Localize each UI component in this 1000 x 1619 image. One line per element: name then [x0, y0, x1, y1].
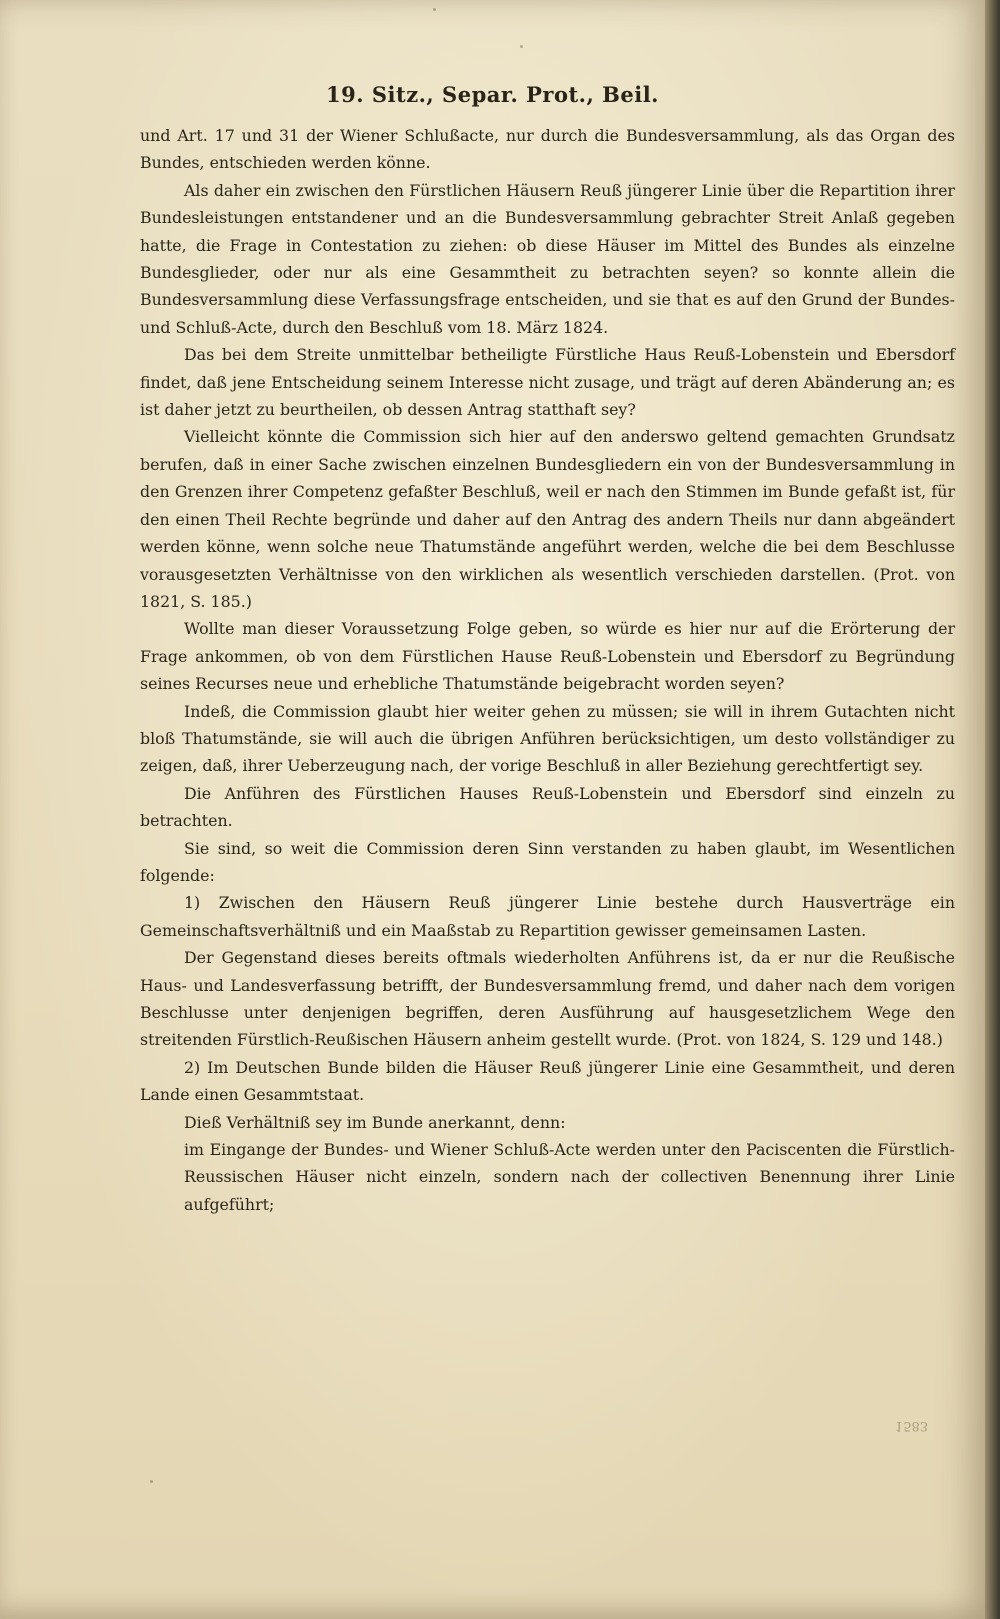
- paragraph-6: Indeß, die Commission glaubt hier weiter gehen zu müssen; sie will in ihrem Gutachten nicht bloß Thatumstände, sie will auch die übrigen Anführen berücksichtigen, um desto vollständiger zu zeigen, daß, ihrer Ueberzeugung nach, der vorige Beschluß in aller Beziehung gerechtfertigt sey.: [140, 701, 955, 776]
- paragraph-11: 2) Im Deutschen Bunde bilden die Häuser Reuß jüngerer Linie eine Gesammtheit, und deren Lande einen Gesammtstaat.: [140, 1057, 955, 1105]
- paragraph-8: Sie sind, so weit die Commission deren Sinn verstanden zu haben glaubt, im Wesentlichen folgende:: [140, 838, 955, 885]
- paragraph-7: Die Anführen des Fürstlichen Hauses Reuß-Lobenstein und Ebersdorf sind einzeln zu betrachten.: [140, 783, 955, 831]
- paragraph-4: Vielleicht könnte die Commission sich hier auf den anderswo geltend gemachten Grundsatz berufen, daß in einer Sache zwischen einzelnen Bundesgliedern ein von der Bundesversammlung in den Grenzen ihrer Competenz gefaßter Beschluß, weil er nach den Stimmen im Bunde gefaßt ist, für den einen Theil Rechte begründe und daher auf den Antrag des andern Theils nur dann abgeändert werden könne, wenn solche neue Thatumstände angeführt werden, welche die bei dem Beschlusse vorausgesetzten Verhältnisse von den wirklichen als wesentlich verschieden darstellen. (Prot. von 1821, S. 185.): [140, 427, 955, 611]
- paragraph-5: Wollte man dieser Voraussetzung Folge geben, so würde es hier nur auf die Erörterung der Frage ankommen, ob von dem Fürstlichen Hause Reuß-Lobenstein und Ebersdorf zu Begründung seines Recurses neue und erhebliche Thatumstände beigebracht worden seyen?: [140, 619, 955, 694]
- paper-speck: [433, 8, 436, 11]
- paragraph-2: Als daher ein zwischen den Fürstlichen Häusern Reuß jüngerer Linie über die Repartition ihrer Bundesleistungen entstandener und an die Bundesversammlung gebrachter Streit Anlaß gegeben hatte, die Frage in Contestation zu ziehen: ob diese Häuser im Mittel des Bundes als einzelne Bundesglieder, oder nur als eine Gesammtheit zu betrachten seyen? so konnte allein die Bundesversammlung diese Verfassungsfrage entscheiden, und sie that es auf den Grund der Bundes- und Schluß-Acte, durch den Beschluß vom 18. März 1824.: [140, 180, 955, 337]
- paper-speck: [150, 1480, 153, 1483]
- paragraph-9: 1) Zwischen den Häusern Reuß jüngerer Linie bestehe durch Hausverträge ein Gemeinschaftsverhältniß und ein Maaßstab zu Repartition gewisser gemeinsamen Lasten.: [140, 893, 955, 940]
- page-edge-shadow: [985, 0, 1000, 1619]
- body-text: [140, 122, 955, 1218]
- paragraph-13: im Eingange der Bundes- und Wiener Schluß-Acte werden unter den Paciscenten die Fürstlich-Reussischen Häuser nicht einzeln, sondern nach der collectiven Benennung ihrer Linie aufgeführt;: [184, 1140, 955, 1214]
- paragraph-3: Das bei dem Streite unmittelbar betheiligte Fürstliche Haus Reuß-Lobenstein und Ebersdorf findet, daß jene Entscheidung seinem Interesse nicht zusage, und trägt auf deren Abänderung an; es ist daher jetzt zu beurtheilen, ob dessen Antrag statthaft sey?: [140, 345, 955, 420]
- running-header: 19. Sitz., Separ. Prot., Beil.: [326, 82, 659, 107]
- paragraph-10: Der Gegenstand dieses bereits oftmals wiederholten Anführens ist, da er nur die Reußische Haus- und Landesverfassung betrifft, der Bundesversammlung fremd, und daher nach dem vorigen Beschlusse unter denjenigen begriffen, deren Ausführung auf hausgesetzlichem Wege den streitenden Fürstlich-Reußischen Häusern anheim gestellt wurde. (Prot. von 1824, S. 129 und 148.): [140, 948, 955, 1050]
- paragraph-12: Dieß Verhältniß sey im Bunde anerkannt, denn:: [184, 1112, 566, 1132]
- paragraph-1: und Art. 17 und 31 der Wiener Schlußacte, nur durch die Bundesversammlung, als das Organ des Bundes, entschieden werden könne.: [140, 126, 955, 173]
- bleed-through-mark: 1583: [895, 1418, 929, 1433]
- paper-speck: [520, 45, 523, 48]
